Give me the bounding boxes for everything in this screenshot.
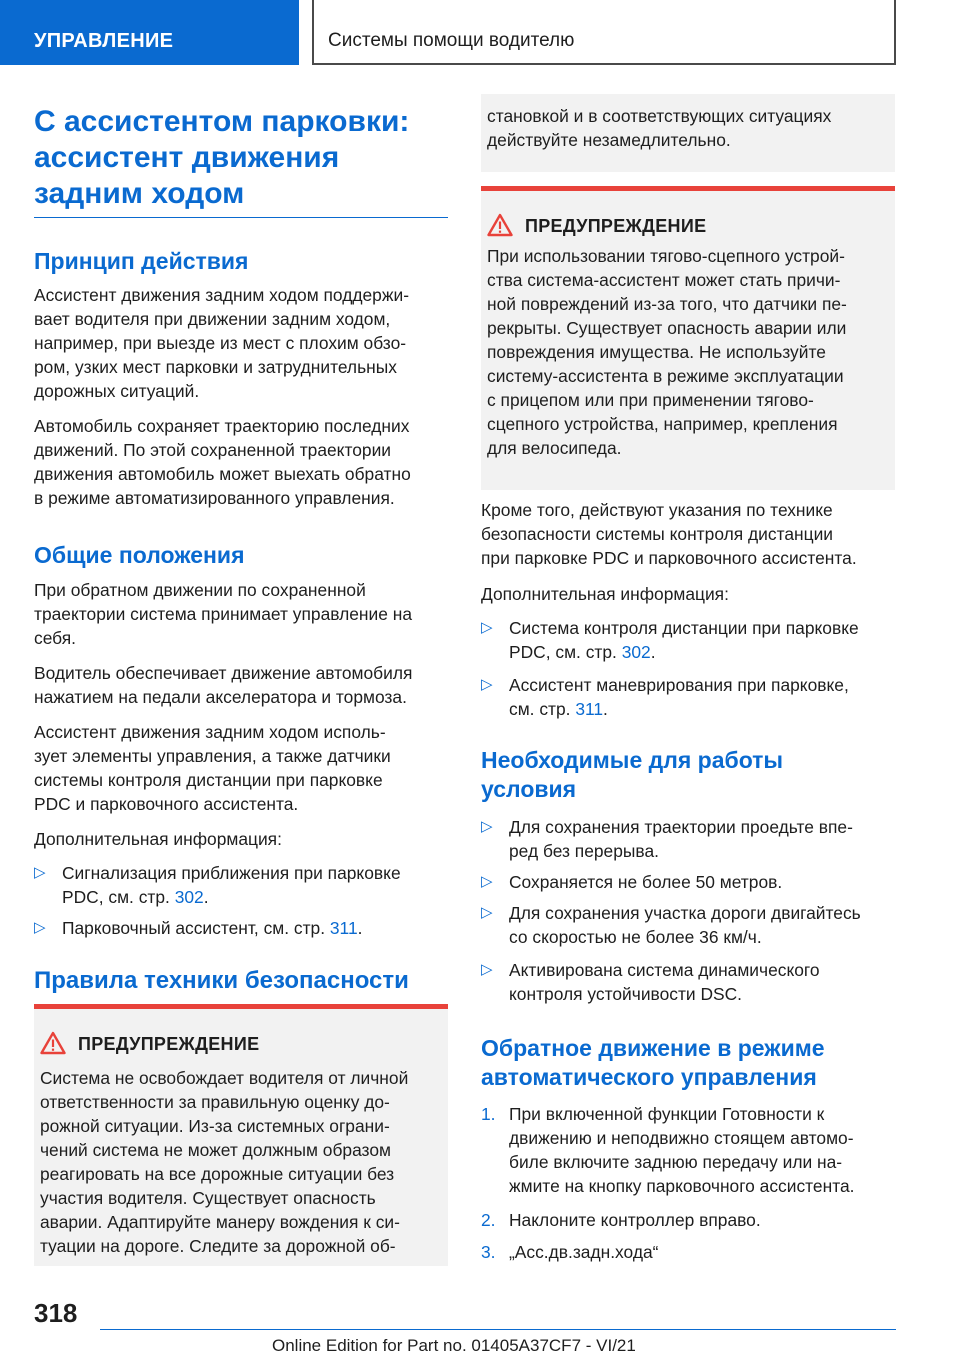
- heading-conditions: Необходимые для работы условия: [481, 747, 784, 802]
- bullet-icon: ▷: [481, 818, 493, 835]
- paragraph-principle-2: Автомобиль сохраняет траекторию последних движений. По этой сохраненной траектории движения автомобиль может выехать обратно в режиме автоматизированного управления.: [34, 416, 411, 508]
- list-item: ▷ Активирована система динамического контроля устойчивости DSC.: [481, 960, 820, 1004]
- step-item: 3. „Асс.дв.задн.хода“: [481, 1242, 659, 1262]
- paragraph-general-1: При обратном движении по сохраненной траектории система принимает управление на себя.: [34, 580, 413, 648]
- paragraph-general-2: Водитель обеспечивает движение автомобиля нажатием на педали акселератора и тормоза.: [34, 663, 413, 707]
- section-label: УПРАВЛЕНИЕ: [34, 30, 174, 52]
- paragraph-additional: Кроме того, действуют указания по технике безопасности системы контроля дистанции при парковке PDC и парковочного ассистента.: [481, 500, 857, 568]
- heading-auto-reverse: Обратное движение в режиме автоматического управления: [481, 1035, 825, 1090]
- list-item: ▷ Парковочный ассистент, см. стр. 311.: [34, 918, 363, 938]
- warning-bar: [34, 1004, 448, 1009]
- warning-box: [34, 1004, 448, 1266]
- page-title: С ассистентом парковки: ассистент движения задним ходом: [34, 105, 410, 210]
- bullet-icon: ▷: [481, 961, 493, 978]
- list-item: ▷ Для сохранения траектории проедьте впе- ред без перерыва.: [481, 817, 853, 861]
- warning-triangle-icon: [487, 213, 513, 237]
- bullet-icon: ▷: [481, 676, 493, 693]
- more-info-label: Дополнительная информация:: [34, 829, 282, 849]
- step-item: 2. Наклоните контроллер вправо.: [481, 1210, 761, 1230]
- warning-triangle-icon: [40, 1031, 66, 1055]
- warning-box-continued: [481, 94, 895, 172]
- list-item: ▷ Ассистент маневрирования при парковке, см. стр. 311.: [481, 675, 849, 719]
- step-number: 3.: [481, 1242, 496, 1262]
- bullet-icon: ▷: [481, 619, 493, 636]
- page-number: 318: [34, 1298, 78, 1328]
- step-number: 1.: [481, 1104, 496, 1124]
- heading-principle: Принцип действия: [34, 248, 249, 274]
- bullet-icon: ▷: [481, 904, 493, 921]
- step-item: 1. При включенной функции Готовности к движению и неподвижно стоящем автомо- биле включите заднюю передачу или на- жмите на кнопку парковочного ассистента.: [481, 1104, 855, 1196]
- section-tab[interactable]: [0, 0, 299, 65]
- heading-safety: Правила техники безопасности: [34, 967, 409, 994]
- chapter-label: Системы помощи водителю: [328, 30, 575, 51]
- heading-general: Общие положения: [34, 542, 245, 568]
- page-link[interactable]: 311: [329, 918, 358, 938]
- warning-title: ПРЕДУПРЕЖДЕНИЕ: [78, 1034, 260, 1054]
- warning-text: При использовании тягово-сцепного устрой- ства система-ассистент может стать причи- ной повреждений из-за того, что датчики пе- рекрыты. Существует опасность аварии или повреждения имущества. Не используйте систему-ассистента в режиме эксплуатации с прицепом или при применении тягово- сцепного устройства, например, крепления для велосипеда.: [487, 246, 847, 458]
- paragraph-principle-1: Ассистент движения задним ходом поддержи- вает водителя при движении задним ходом, например, при выезде из мест с плохим обзо- ром, узких мест парковки и затруднительных дорожных ситуаций.: [34, 285, 409, 401]
- warning-text: Система не освобождает водителя от личной ответственности за правильную оценку до- рожной ситуации. Из-за системных ограни- чений система не может должным образом реагировать на все дорожные ситуации без участия водителя. Существует опасность аварии. Адаптируйте манеру вождения к си- туации на дороге. Следите за дорожной об-: [40, 1068, 409, 1256]
- footer-edition: Online Edition for Part no. 01405A37CF7 - VI/21: [272, 1336, 636, 1355]
- list-item: ▷ Для сохранения участка дороги двигайтесь со скоростью не более 36 км/ч.: [481, 903, 861, 947]
- bullet-icon: ▷: [34, 919, 46, 936]
- more-info-label: Дополнительная информация:: [481, 584, 729, 604]
- warning-text: становкой и в соответствующих ситуациях действуйте незамедлительно.: [487, 106, 832, 150]
- list-item: ▷ Сигнализация приближения при парковке PDC, см. стр. 302.: [34, 863, 401, 907]
- footer-rule: [100, 1329, 896, 1330]
- list-item: ▷ Сохраняется не более 50 метров.: [481, 872, 783, 892]
- page-link[interactable]: 302: [621, 642, 651, 662]
- list-item: ▷ Система контроля дистанции при парковке PDC, см. стр. 302.: [481, 618, 859, 662]
- warning-bar: [481, 186, 895, 191]
- step-number: 2.: [481, 1210, 496, 1230]
- title-rule: [34, 217, 448, 218]
- chapter-tab[interactable]: [312, 0, 896, 65]
- bullet-icon: ▷: [34, 864, 46, 881]
- warning-box: [481, 186, 895, 490]
- warning-title: ПРЕДУПРЕЖДЕНИЕ: [525, 216, 707, 236]
- paragraph-general-3: Ассистент движения задним ходом исполь- зует элементы управления, а также датчики системы контроля дистанции при парковке PDC и парковочного ассистента.: [34, 722, 391, 814]
- bullet-icon: ▷: [481, 873, 493, 890]
- page-link[interactable]: 302: [174, 887, 204, 907]
- page-link[interactable]: 311: [575, 699, 604, 719]
